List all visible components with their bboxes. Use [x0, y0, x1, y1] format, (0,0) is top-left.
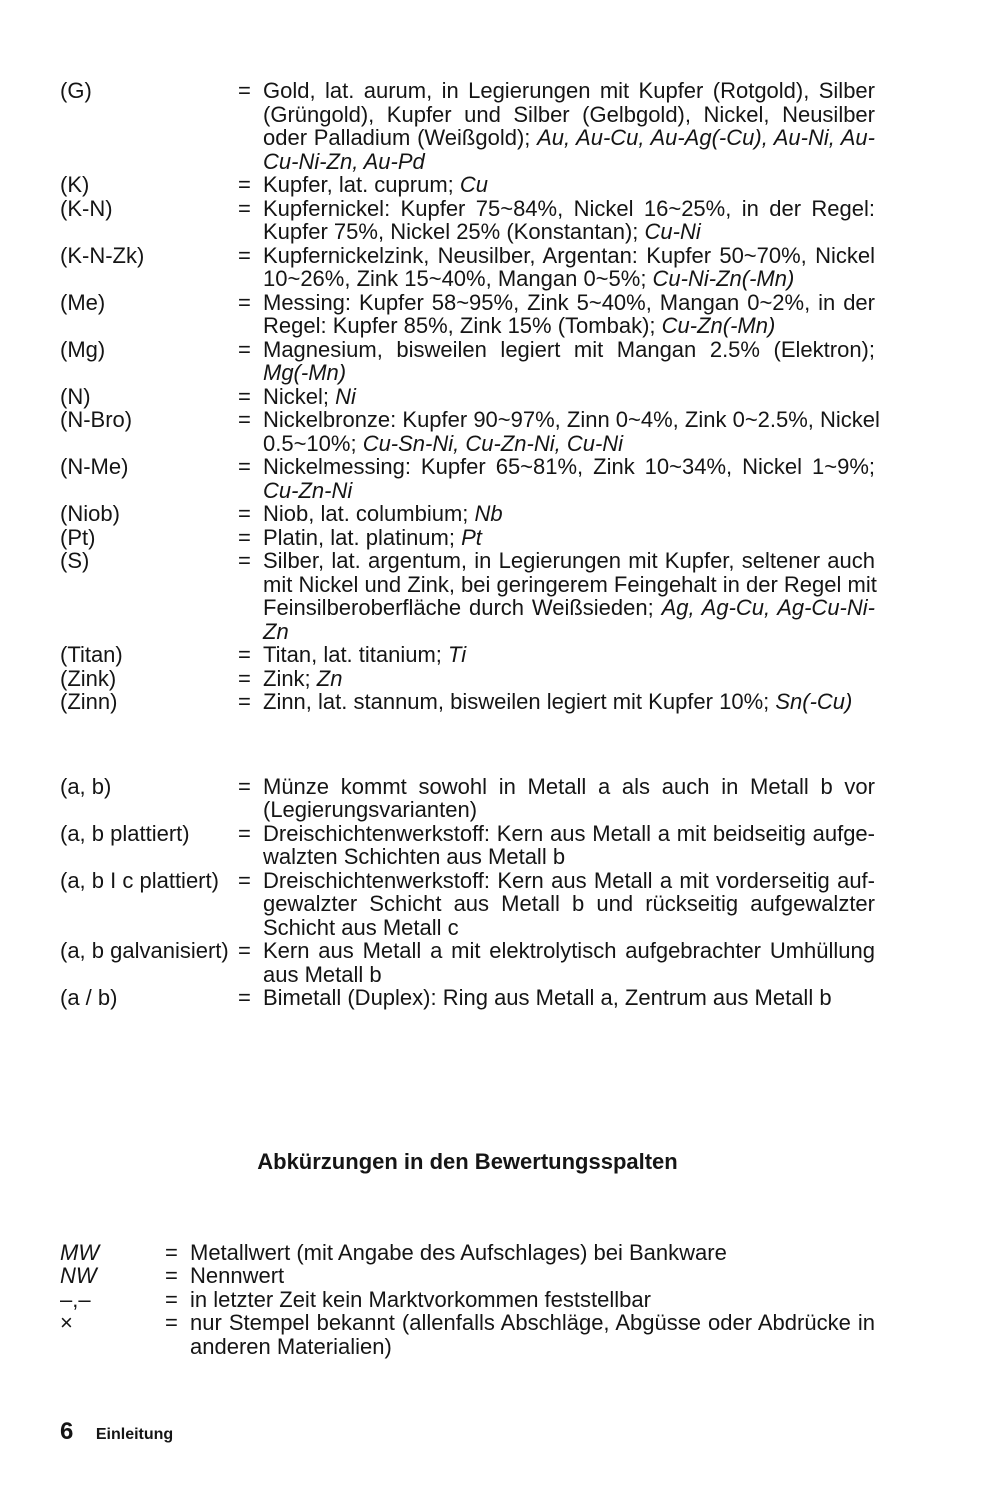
equals-sign: = [238, 383, 251, 409]
material-code: Pt [461, 524, 482, 550]
definition-line [263, 526, 875, 550]
abbreviation-term: (Zink) [60, 665, 117, 691]
abbreviation-term: (N-Me) [60, 454, 129, 479]
abbreviation-term: (S) [60, 548, 90, 573]
abbreviation-definition [263, 986, 875, 1010]
material-code: Ni [335, 383, 356, 409]
abbreviation-entry [60, 690, 875, 714]
abbreviation-definition [263, 244, 875, 291]
definition-line [263, 892, 875, 916]
definition-text: Kupfer, lat. cuprum; [263, 172, 460, 197]
abbreviation-entry [60, 643, 875, 667]
equals-sign: = [238, 336, 251, 362]
abbreviation-term: (a, b plattiert) [60, 820, 190, 846]
definition-line [263, 667, 875, 691]
abbreviation-term: (Me) [60, 289, 106, 315]
abbreviation-entry [60, 244, 875, 291]
definition-text: Gold, lat. aurum, in Legierungen mit Kupfer (Rotgold), Silber [263, 78, 875, 103]
abbreviation-entry [60, 291, 875, 338]
definition-text: walzten Schichten aus Metall b [263, 844, 566, 869]
definition-text: Dreischichtenwerkstoff: Kern aus Metall a mit beidseitig aufge- [263, 820, 875, 846]
abbreviation-entry [60, 338, 875, 385]
equals-sign: = [238, 773, 251, 799]
abbreviation-entry [60, 502, 875, 526]
definition-line [263, 244, 875, 268]
abbreviation-term: (a / b) [60, 985, 118, 1010]
abbreviation-entry [60, 775, 875, 822]
abbreviation-term: (K) [60, 172, 90, 197]
abbreviation-entry [60, 1311, 875, 1358]
definition-line [263, 916, 875, 940]
abbreviation-definition [263, 690, 875, 714]
definition-line [263, 643, 875, 667]
metal-abbreviation-list [60, 78, 880, 714]
definition-text: Schicht aus Metall c [263, 914, 459, 940]
page-number: 6 [60, 1418, 74, 1445]
abbreviation-entry [60, 1241, 875, 1265]
abbreviation-definition [263, 197, 875, 244]
definition-text: Zink; [263, 665, 317, 691]
definition-line [190, 1264, 875, 1288]
material-code: Cu-Sn-Ni, Cu-Zn-Ni, Cu-Ni [362, 430, 624, 456]
abbreviation-definition [263, 173, 875, 197]
abbreviation-term: MW [60, 1239, 100, 1265]
equals-sign: = [238, 242, 251, 268]
abbreviation-definition [263, 291, 875, 338]
abbreviation-definition [263, 667, 875, 691]
material-code: Cu-Ni-Zn(-Mn) [652, 266, 795, 291]
abbreviation-term: (a, b I c plattiert) [60, 867, 219, 893]
definition-line [190, 1288, 875, 1312]
definition-text: Nickelmessing: Kupfer 65~81%, Zink 10~34%, Nickel 1~9%; [263, 454, 875, 479]
material-code: Zn [316, 665, 343, 691]
abbreviation-definition [263, 643, 875, 667]
material-code: Au, Au-Cu, Au-Ag(-Cu), Au-Ni, Au- [537, 125, 875, 150]
definition-line [263, 338, 875, 362]
abbreviation-entry [60, 549, 875, 643]
abbreviation-entry [60, 173, 875, 197]
equals-sign: = [238, 172, 251, 197]
abbreviation-entry [60, 197, 875, 244]
abbreviation-entry [60, 869, 875, 940]
abbreviation-definition [263, 502, 875, 526]
abbreviation-entry [60, 385, 875, 409]
material-code: Cu-Ni [644, 219, 701, 244]
definition-line [263, 126, 875, 150]
definition-line [263, 432, 875, 456]
equals-sign: = [238, 820, 251, 846]
definition-line [263, 314, 875, 338]
equals-sign: = [238, 407, 251, 432]
abbreviation-definition [263, 526, 875, 550]
material-code: Sn(-Cu) [775, 689, 853, 714]
definition-line [263, 690, 875, 714]
definition-text: (Legierungsvarianten) [263, 797, 478, 822]
definition-text: gewalzter Schicht aus Metall b und rückseitig aufgewalzter [263, 891, 875, 916]
abbreviation-entry [60, 1288, 875, 1312]
definition-line [263, 197, 875, 221]
section-title: Einleitung [95, 1426, 174, 1443]
equals-sign: = [238, 665, 251, 691]
equals-sign: = [238, 985, 251, 1010]
abbreviation-definition [263, 549, 875, 643]
definition-text: mit Nickel und Zink, bei geringerem Feingehalt in der Regel mit [263, 571, 877, 597]
definition-text: 0.5~10%; [263, 430, 363, 456]
equals-sign: = [238, 454, 251, 479]
ratings-heading: Abkürzungen in den Bewertungsspalten [257, 1149, 678, 1174]
equals-sign: = [238, 642, 251, 667]
abbreviation-term: NW [60, 1263, 97, 1288]
definition-text: Magnesium, bisweilen legiert mit Mangan 2.5% (Elektron); [263, 336, 875, 362]
abbreviation-term: (Niob) [60, 501, 120, 526]
definition-text: aus Metall b [263, 961, 382, 987]
definition-line [263, 573, 875, 597]
equals-sign: = [238, 938, 251, 963]
abbreviation-definition [263, 775, 875, 822]
abbreviation-term: (N) [60, 383, 91, 409]
equals-sign: = [165, 1263, 178, 1288]
definition-line [263, 291, 875, 315]
definition-line [263, 549, 875, 573]
definition-text: oder Palladium (Weißgold); [263, 125, 538, 150]
definition-line [263, 455, 875, 479]
definition-text: Feinsilberoberfläche durch Weißsieden; [263, 595, 662, 620]
equals-sign: = [238, 195, 251, 221]
definition-text: Kupfernickel: Kupfer 75~84%, Nickel 16~25%, in der Regel: [263, 195, 875, 221]
definition-text: Nickel; [263, 383, 336, 409]
abbreviation-term: (Pt) [60, 524, 96, 550]
definition-text: Bimetall (Duplex): Ring aus Metall a, Zentrum aus Metall b [263, 985, 832, 1010]
definition-line [263, 220, 875, 244]
equals-sign: = [238, 524, 251, 550]
equals-sign: = [238, 689, 251, 714]
definition-text: anderen Materialien) [190, 1333, 392, 1359]
material-code: Cu [459, 172, 488, 197]
material-code: Cu-Zn(-Mn) [661, 313, 776, 338]
definition-line [263, 845, 875, 869]
abbreviation-definition [263, 939, 875, 986]
definition-text: Metallwert (mit Angabe des Aufschlages) bei Bankware [190, 1239, 727, 1265]
definition-text: Münze kommt sowohl in Metall a als auch in Metall b vor [263, 773, 875, 799]
abbreviation-entry [60, 1264, 875, 1288]
abbreviation-entry [60, 526, 875, 550]
definition-text: Silber, lat. argentum, in Legierungen mit Kupfer, seltener auch [263, 548, 875, 573]
definition-text: Regel: Kupfer 85%, Zink 15% (Tombak); [263, 313, 662, 338]
definition-line [263, 79, 875, 103]
definition-text: Platin, lat. platinum; [263, 524, 462, 550]
definition-text: in letzter Zeit kein Marktvorkommen feststellbar [190, 1286, 651, 1312]
abbreviation-definition [190, 1311, 875, 1358]
material-code: Cu-Zn-Ni [263, 477, 353, 503]
material-code: Cu-Ni-Zn, Au-Pd [263, 148, 425, 174]
abbreviation-definition [263, 869, 875, 940]
abbreviation-definition [263, 385, 875, 409]
abbreviation-definition [190, 1264, 875, 1288]
abbreviation-term: (Mg) [60, 336, 106, 362]
abbreviation-term: (N-Bro) [60, 407, 133, 432]
definition-text: nur Stempel bekannt (allenfalls Abschläge, Abgüsse oder Abdrücke in [190, 1310, 875, 1335]
abbreviation-term: (Zinn) [60, 689, 118, 714]
rating-abbreviation-list [60, 1241, 875, 1359]
definition-line [263, 502, 875, 526]
definition-line [263, 385, 875, 409]
definition-line [263, 150, 875, 174]
definition-line [263, 986, 875, 1010]
definition-line [263, 939, 875, 963]
definition-text: Niob, lat. columbium; [263, 501, 475, 526]
abbreviation-term: × [60, 1310, 73, 1335]
definition-line [190, 1335, 875, 1359]
definition-text: Kern aus Metall a mit elektrolytisch aufgebrachter Umhüllung [263, 938, 875, 963]
material-code: Nb [474, 501, 503, 526]
definition-line [263, 479, 875, 503]
abbreviation-definition [190, 1288, 875, 1312]
abbreviation-definition [190, 1241, 875, 1265]
definition-line [190, 1241, 875, 1265]
definition-line [263, 596, 875, 620]
abbreviation-definition [263, 407, 880, 456]
definition-line [263, 822, 875, 846]
definition-line [263, 173, 875, 197]
definition-text: Zinn, lat. stannum, bisweilen legiert mit Kupfer 10%; [263, 689, 776, 714]
definition-text: Messing: Kupfer 58~95%, Zink 5~40%, Mangan 0~2%, in der [263, 289, 875, 315]
definition-line [263, 775, 875, 799]
abbreviation-entry [60, 822, 875, 869]
definition-line [263, 798, 875, 822]
abbreviation-entry [60, 986, 875, 1010]
equals-sign: = [165, 1286, 178, 1312]
equals-sign: = [238, 867, 251, 893]
material-code: Zn [263, 618, 289, 644]
abbreviation-entry [60, 667, 875, 691]
equals-sign: = [165, 1310, 178, 1335]
equals-sign: = [238, 501, 251, 526]
definition-line [263, 620, 875, 644]
abbreviation-entry [60, 407, 880, 456]
definition-text: Kupfer 75%, Nickel 25% (Konstantan); [263, 219, 645, 244]
composition-notation-list [60, 775, 875, 1010]
abbreviation-term: (G) [60, 78, 92, 103]
equals-sign: = [165, 1239, 178, 1265]
definition-text: (Grüngold), Kupfer und Silber (Gelbgold), Nickel, Neusilber [263, 101, 875, 127]
equals-sign: = [238, 548, 251, 573]
abbreviation-term: (K-N-Zk) [60, 242, 145, 268]
abbreviation-term: (Titan) [60, 642, 123, 667]
equals-sign: = [238, 289, 251, 315]
definition-text: Nickelbronze: Kupfer 90~97%, Zinn 0~4%, Zink 0~2.5%, Nickel [263, 407, 880, 432]
definition-text: 10~26%, Zink 15~40%, Mangan 0~5%; [263, 266, 653, 291]
abbreviation-definition [263, 822, 875, 869]
definition-text: Titan, lat. titanium; [263, 642, 449, 667]
material-code: Ti [448, 642, 467, 667]
abbreviation-term: (a, b) [60, 773, 112, 799]
definition-text: Kupfernickelzink, Neusilber, Argentan: Kupfer 50~70%, Nickel [263, 242, 875, 268]
definition-line [190, 1311, 875, 1335]
abbreviation-term: (K-N) [60, 195, 113, 221]
definition-text: Dreischichtenwerkstoff: Kern aus Metall a mit vorderseitig auf- [263, 867, 875, 893]
material-code: Mg(-Mn) [263, 360, 347, 385]
abbreviation-term: –,– [60, 1286, 91, 1312]
definition-line [263, 869, 875, 893]
equals-sign: = [238, 78, 251, 103]
definition-text: Nennwert [190, 1263, 285, 1288]
abbreviation-entry [60, 939, 875, 986]
definition-line [263, 963, 875, 987]
page-footer [60, 1419, 173, 1448]
material-code: Ag, Ag-Cu, Ag-Cu-Ni- [661, 595, 875, 620]
abbreviation-definition [263, 79, 875, 173]
definition-line [263, 267, 875, 291]
definition-line [263, 361, 875, 385]
definition-line [263, 103, 875, 127]
abbreviation-entry [60, 79, 875, 173]
definition-line [263, 407, 880, 432]
abbreviation-definition [263, 338, 875, 385]
abbreviation-term: (a, b galvanisiert) [60, 938, 229, 963]
abbreviation-entry [60, 455, 875, 502]
abbreviation-definition [263, 455, 875, 502]
